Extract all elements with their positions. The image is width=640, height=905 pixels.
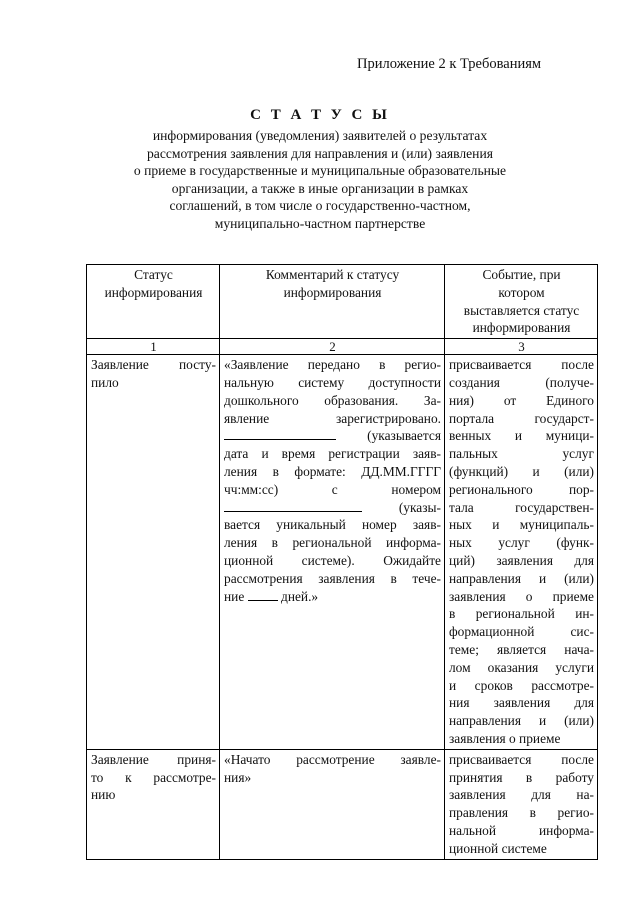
- document-subtitle: [120, 127, 520, 232]
- cell-line: Заявление посту-: [91, 357, 216, 373]
- cell-line: ления в формате: ДД.ММ.ГГГГ: [224, 463, 441, 479]
- column-number: 2: [220, 339, 445, 355]
- header-line: Статус: [134, 267, 173, 282]
- cell-line: пило: [91, 374, 119, 390]
- cell-line: пальных услуг: [449, 446, 594, 462]
- days-blank: [248, 588, 278, 601]
- cell-line: заявления о приеме: [449, 588, 594, 604]
- subtitle-line: соглашений, в том числе о государственно-частном,: [169, 198, 471, 213]
- cell-line: в региональной ин-: [449, 606, 594, 622]
- document-title: С Т А Т У С Ы: [250, 107, 390, 123]
- subtitle-line: организации, а также в иные организации в рамках: [171, 180, 469, 196]
- cell-line: направления и (или): [449, 713, 594, 729]
- cell-line: ций) заявления для: [449, 552, 594, 568]
- subtitle-line: рассмотрения заявления для направления и (или) заявления: [147, 145, 493, 161]
- cell-line: чч:мм:сс) с номером: [224, 481, 441, 497]
- cell-line: заявления о приеме: [449, 730, 561, 746]
- header-line: Событие, при: [482, 267, 561, 282]
- cell-line: ных и муниципаль-: [449, 517, 594, 533]
- cell-line: ционной системе: [449, 840, 547, 856]
- header-line: информирования: [104, 284, 203, 300]
- cell-fragment: ние: [224, 588, 245, 604]
- cell-line: присваивается после: [449, 751, 594, 767]
- event-cell: [445, 749, 598, 859]
- cell-line: рассмотрения заявления в тече-: [224, 570, 441, 586]
- table-row: [87, 355, 598, 750]
- cell-line-with-blank: [224, 499, 441, 517]
- cell-fragment: дней.»: [281, 588, 319, 604]
- cell-line: ния»: [224, 769, 252, 785]
- cell-line: нию: [91, 787, 116, 803]
- cell-line: создания (получе-: [449, 374, 594, 390]
- number-blank: [224, 499, 362, 512]
- cell-line: направления и (или): [449, 570, 594, 586]
- appendix-label: Приложение 2 к Требованиям: [357, 56, 542, 72]
- subtitle-line: о приеме в государственные и муниципальные образовательные: [133, 163, 507, 178]
- cell-line: ления в региональной информа-: [224, 535, 441, 551]
- cell-fragment: (указы-: [398, 499, 441, 515]
- subtitle-line: информирования (уведомления) заявителей о результатах: [152, 128, 488, 143]
- cell-line: (функций) и (или): [449, 463, 594, 479]
- cell-fragment: (указывается: [367, 428, 441, 444]
- cell-line: «Начато рассмотрение заявле-: [224, 751, 441, 767]
- cell-line: «Заявление передано в регио-: [224, 357, 441, 373]
- cell-line: присваивается после: [449, 357, 594, 373]
- cell-line: формационной сис-: [449, 624, 594, 640]
- cell-line-with-blank: [224, 588, 441, 606]
- cell-line: правления в регио-: [449, 805, 594, 821]
- table-row: [87, 749, 598, 859]
- cell-line: ния заявления для: [449, 695, 594, 711]
- subtitle-line: муниципально-частном партнерстве: [214, 215, 426, 231]
- cell-line: явление зарегистрировано.: [224, 410, 441, 426]
- header-line: Комментарий к статусу: [265, 267, 400, 282]
- header-comment: [220, 265, 445, 339]
- cell-line: регионального пор-: [449, 481, 594, 497]
- cell-line: вается уникальный номер заяв-: [224, 517, 441, 533]
- cell-line: венных и муници-: [449, 428, 594, 444]
- status-table: [86, 264, 598, 860]
- header-line: котором: [498, 284, 545, 300]
- status-cell: [87, 355, 220, 750]
- cell-line: нальной информа-: [449, 822, 594, 838]
- column-number: 1: [87, 339, 220, 355]
- cell-line: заявления для на-: [449, 787, 594, 803]
- cell-line: дата и время регистрации заяв-: [224, 446, 441, 462]
- cell-line: принятия в работу: [449, 769, 594, 785]
- cell-line-with-blank: [224, 427, 441, 445]
- cell-line: лом оказания услуги: [449, 659, 594, 675]
- table-header-row: [87, 265, 598, 339]
- event-cell: [445, 355, 598, 750]
- cell-line: ния) от Единого: [449, 392, 594, 408]
- cell-line: ных услуг (функ-: [449, 535, 594, 551]
- header-line: выставляется статус: [463, 302, 580, 318]
- cell-line: то к рассмотре-: [91, 769, 216, 785]
- cell-line: ционной системе). Ожидайте: [224, 552, 441, 568]
- comment-cell: [220, 749, 445, 859]
- header-event: [445, 265, 598, 339]
- column-number: 3: [445, 339, 598, 355]
- cell-line: и сроков рассмотре-: [449, 677, 594, 693]
- cell-line: портала государст-: [449, 410, 594, 426]
- comment-cell: [220, 355, 445, 750]
- cell-line: Заявление приня-: [91, 751, 216, 767]
- header-line: информирования: [283, 284, 382, 300]
- cell-line: нальную систему доступности: [224, 374, 441, 390]
- column-number-row: [87, 339, 598, 355]
- cell-line: теме; является нача-: [449, 641, 594, 657]
- status-cell: [87, 749, 220, 859]
- cell-line: тала государствен-: [449, 499, 594, 515]
- cell-line: дошкольного образования. За-: [224, 392, 441, 408]
- header-status: [87, 265, 220, 339]
- date-blank: [224, 427, 336, 440]
- header-line: информирования: [472, 320, 571, 336]
